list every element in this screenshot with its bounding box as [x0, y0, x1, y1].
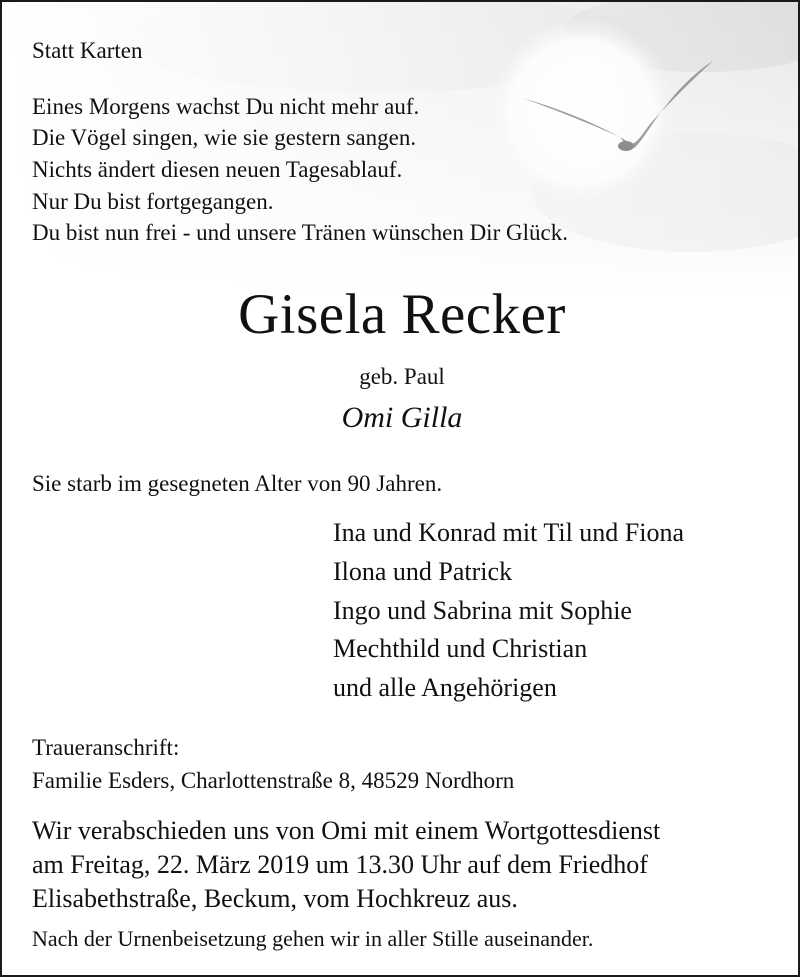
- poem-line-1: Eines Morgens wachst Du nicht mehr auf.: [32, 94, 420, 119]
- header-label: Statt Karten: [32, 38, 143, 63]
- nickname: Omi Gilla: [341, 401, 463, 434]
- poem-line-5: Du bist nun frei - und unsere Tränen wünschen Dir Glück.: [32, 220, 568, 245]
- closing-line: Nach der Urnenbeisetzung gehen wir in aller Stille auseinander.: [32, 926, 594, 951]
- mourner-1: Ina und Konrad mit Til und Fiona: [333, 518, 685, 547]
- service-line-3: Elisabethstraße, Beckum, vom Hochkreuz aus.: [32, 884, 518, 913]
- address-label: Traueranschrift:: [32, 735, 180, 760]
- poem-line-4: Nur Du bist fortgegangen.: [32, 189, 274, 214]
- poem-line-3: Nichts ändert diesen neuen Tagesablauf.: [32, 157, 403, 182]
- mourner-2: Ilona und Patrick: [333, 557, 513, 586]
- mourner-5: und alle Angehörigen: [333, 673, 557, 702]
- service-line-1: Wir verabschieden uns von Omi mit einem Wortgottesdienst: [32, 816, 661, 845]
- maiden-name: geb. Paul: [359, 364, 445, 389]
- poem-line-2: Die Vögel singen, wie sie gestern sangen.: [32, 125, 417, 150]
- address-line: Familie Esders, Charlottenstraße 8, 48529 Nordhorn: [32, 768, 515, 793]
- deceased-name: Gisela Recker: [238, 283, 566, 346]
- service-line-2: am Freitag, 22. März 2019 um 13.30 Uhr auf dem Friedhof: [32, 850, 648, 879]
- age-statement: Sie starb im gesegneten Alter von 90 Jahren.: [32, 471, 443, 496]
- mourner-3: Ingo und Sabrina mit Sophie: [333, 596, 632, 625]
- mourner-4: Mechthild und Christian: [333, 634, 588, 663]
